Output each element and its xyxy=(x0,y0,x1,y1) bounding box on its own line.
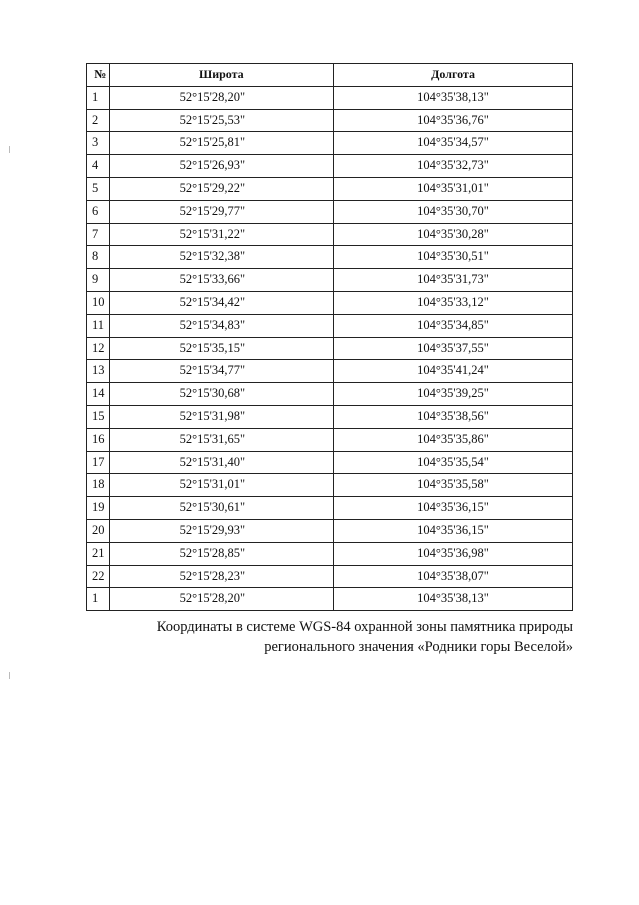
cell-latitude: 52°15'26,93" xyxy=(109,155,333,178)
cell-longitude: 104°35'36,98" xyxy=(334,542,573,565)
table-header-row xyxy=(87,64,573,87)
cell-longitude: 104°35'38,13" xyxy=(334,588,573,611)
cell-number: 4 xyxy=(87,155,110,178)
cell-longitude: 104°35'36,15" xyxy=(334,519,573,542)
table-row xyxy=(87,200,573,223)
cell-latitude: 52°15'28,23" xyxy=(109,565,333,588)
table-row xyxy=(87,565,573,588)
cell-longitude: 104°35'30,70" xyxy=(334,200,573,223)
cell-number: 17 xyxy=(87,451,110,474)
cell-latitude: 52°15'33,66" xyxy=(109,269,333,292)
cell-longitude: 104°35'35,58" xyxy=(334,474,573,497)
cell-number: 9 xyxy=(87,269,110,292)
cell-number: 13 xyxy=(87,360,110,383)
cell-longitude: 104°35'38,56" xyxy=(334,405,573,428)
cell-number: 15 xyxy=(87,405,110,428)
cell-number: 10 xyxy=(87,291,110,314)
table-row xyxy=(87,337,573,360)
cell-number: 1 xyxy=(87,588,110,611)
caption-line-2: регионального значения «Родники горы Веселой» xyxy=(264,639,573,655)
table-row xyxy=(87,497,573,520)
cell-latitude: 52°15'28,20" xyxy=(109,86,333,109)
cell-latitude: 52°15'31,65" xyxy=(109,428,333,451)
cell-number: 8 xyxy=(87,246,110,269)
cell-number: 5 xyxy=(87,177,110,200)
cell-longitude: 104°35'30,28" xyxy=(334,223,573,246)
cell-latitude: 52°15'30,68" xyxy=(109,383,333,406)
cell-longitude: 104°35'30,51" xyxy=(334,246,573,269)
cell-number: 7 xyxy=(87,223,110,246)
table-row xyxy=(87,314,573,337)
cell-number: 11 xyxy=(87,314,110,337)
cell-number: 21 xyxy=(87,542,110,565)
table-row xyxy=(87,177,573,200)
cell-longitude: 104°35'33,12" xyxy=(334,291,573,314)
table-row xyxy=(87,86,573,109)
cell-longitude: 104°35'31,01" xyxy=(334,177,573,200)
cell-latitude: 52°15'29,77" xyxy=(109,200,333,223)
cell-longitude: 104°35'34,85" xyxy=(334,314,573,337)
table-row xyxy=(87,109,573,132)
cell-longitude: 104°35'34,57" xyxy=(334,132,573,155)
cell-latitude: 52°15'25,81" xyxy=(109,132,333,155)
table-row xyxy=(87,588,573,611)
table-row xyxy=(87,269,573,292)
table-row xyxy=(87,383,573,406)
table-row xyxy=(87,132,573,155)
table-row xyxy=(87,291,573,314)
cell-number: 18 xyxy=(87,474,110,497)
cell-latitude: 52°15'32,38" xyxy=(109,246,333,269)
scan-mark xyxy=(9,146,10,153)
cell-longitude: 104°35'32,73" xyxy=(334,155,573,178)
cell-longitude: 104°35'36,76" xyxy=(334,109,573,132)
table-row xyxy=(87,474,573,497)
cell-latitude: 52°15'30,61" xyxy=(109,497,333,520)
cell-latitude: 52°15'31,01" xyxy=(109,474,333,497)
cell-latitude: 52°15'31,22" xyxy=(109,223,333,246)
cell-number: 14 xyxy=(87,383,110,406)
table-row xyxy=(87,155,573,178)
cell-longitude: 104°35'31,73" xyxy=(334,269,573,292)
table-row xyxy=(87,451,573,474)
table-row xyxy=(87,542,573,565)
cell-longitude: 104°35'35,86" xyxy=(334,428,573,451)
header-number: № xyxy=(87,64,110,87)
cell-longitude: 104°35'36,15" xyxy=(334,497,573,520)
cell-number: 3 xyxy=(87,132,110,155)
cell-longitude: 104°35'41,24" xyxy=(334,360,573,383)
coordinates-table xyxy=(86,63,573,611)
cell-latitude: 52°15'34,77" xyxy=(109,360,333,383)
cell-latitude: 52°15'28,85" xyxy=(109,542,333,565)
cell-longitude: 104°35'37,55" xyxy=(334,337,573,360)
cell-number: 19 xyxy=(87,497,110,520)
cell-latitude: 52°15'29,93" xyxy=(109,519,333,542)
cell-latitude: 52°15'35,15" xyxy=(109,337,333,360)
cell-latitude: 52°15'28,20" xyxy=(109,588,333,611)
cell-number: 12 xyxy=(87,337,110,360)
header-longitude: Долгота xyxy=(334,64,573,87)
cell-latitude: 52°15'31,98" xyxy=(109,405,333,428)
cell-latitude: 52°15'34,83" xyxy=(109,314,333,337)
cell-number: 2 xyxy=(87,109,110,132)
cell-longitude: 104°35'39,25" xyxy=(334,383,573,406)
table-caption xyxy=(100,617,573,657)
table-row xyxy=(87,360,573,383)
cell-latitude: 52°15'25,53" xyxy=(109,109,333,132)
caption-line-1: Координаты в системе WGS-84 охранной зоны памятника природы xyxy=(156,619,573,635)
cell-longitude: 104°35'38,13" xyxy=(334,86,573,109)
cell-number: 16 xyxy=(87,428,110,451)
table-row xyxy=(87,428,573,451)
cell-number: 20 xyxy=(87,519,110,542)
table-row xyxy=(87,519,573,542)
table-row xyxy=(87,223,573,246)
table-row xyxy=(87,246,573,269)
scan-mark xyxy=(9,672,10,679)
cell-longitude: 104°35'35,54" xyxy=(334,451,573,474)
cell-number: 1 xyxy=(87,86,110,109)
cell-number: 6 xyxy=(87,200,110,223)
table-row xyxy=(87,405,573,428)
cell-latitude: 52°15'34,42" xyxy=(109,291,333,314)
cell-number: 22 xyxy=(87,565,110,588)
header-latitude: Широта xyxy=(109,64,333,87)
cell-latitude: 52°15'29,22" xyxy=(109,177,333,200)
table-body xyxy=(87,86,573,610)
cell-latitude: 52°15'31,40" xyxy=(109,451,333,474)
cell-longitude: 104°35'38,07" xyxy=(334,565,573,588)
